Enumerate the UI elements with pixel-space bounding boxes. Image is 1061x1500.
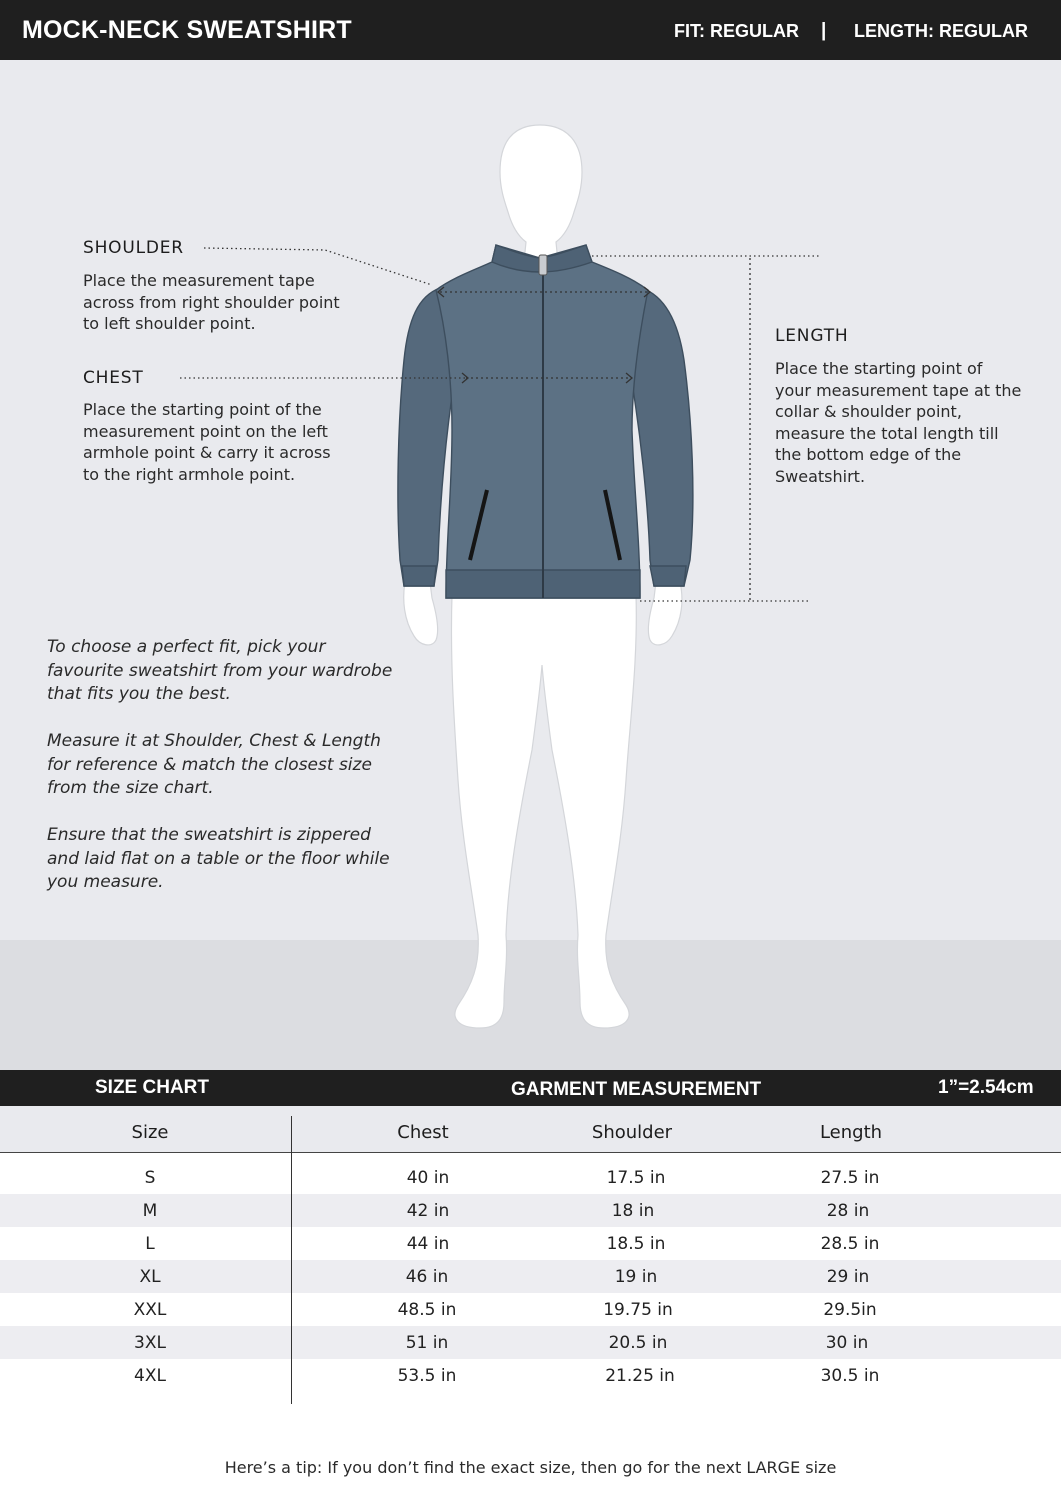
size-cell: 4XL [134, 1366, 166, 1386]
sweatshirt-illustration [398, 245, 693, 598]
shoulder-line: Place the measurement tape [83, 271, 315, 290]
shoulder-cell: 19 in [614, 1267, 658, 1287]
shoulder-line: to left shoulder point. [83, 314, 256, 333]
chest-cell: 44 in [406, 1234, 450, 1254]
intro-line: Ensure that the sweatshirt is zippered [47, 825, 371, 845]
size-cell: L [145, 1234, 155, 1254]
header-separator: | [821, 20, 827, 41]
table-row [0, 1161, 1061, 1194]
column-header-length: Length [819, 1122, 883, 1143]
size-cell: XL [139, 1267, 161, 1287]
size-chart-bar [0, 1070, 1061, 1106]
table-row [0, 1293, 1061, 1326]
length-line: the bottom edge of the [775, 445, 962, 464]
shoulder-cell: 20.5 in [608, 1333, 668, 1353]
chest-line: measurement point on the left [83, 421, 328, 441]
shoulder-cell: 19.75 in [603, 1300, 673, 1320]
length-cell: 27.5 in [820, 1168, 880, 1188]
shoulder-line: across from right shoulder point [83, 292, 340, 312]
table-row [0, 1326, 1061, 1359]
column-header-chest: Chest [397, 1122, 449, 1143]
mannequin-legs [451, 595, 636, 1028]
chest-description [83, 399, 331, 485]
intro-line: To choose a perfect fit, pick your [47, 637, 326, 657]
intro-paragraph-3 [47, 824, 390, 895]
chest-cell: 53.5 in [397, 1366, 457, 1386]
intro-line: for reference & match the closest size [47, 754, 372, 775]
size-cell: 3XL [134, 1333, 166, 1353]
shoulder-description [83, 270, 340, 335]
length-line: Place the starting point of [775, 359, 983, 378]
column-header-shoulder: Shoulder [591, 1122, 673, 1143]
shoulder-cell: 18.5 in [606, 1234, 666, 1254]
chest-cell: 46 in [405, 1267, 449, 1287]
length-cell: 30 in [825, 1333, 869, 1353]
header-divider [0, 1152, 1061, 1153]
garment-measurement-label: GARMENT MEASUREMENT [511, 1079, 762, 1100]
size-cell: M [142, 1201, 158, 1221]
table-row [0, 1227, 1061, 1260]
shoulder-cell: 17.5 in [606, 1168, 666, 1188]
length-heading: LENGTH [775, 326, 849, 346]
intro-line: favourite sweatshirt from your wardrobe [47, 660, 393, 681]
intro-line: from the size chart. [47, 778, 214, 798]
chest-line: to the right armhole point. [83, 464, 296, 484]
chest-line: armhole point & carry it across [83, 443, 331, 462]
length-cell: 30.5 in [820, 1366, 880, 1386]
shoulder-heading: SHOULDER [83, 238, 184, 258]
length-description [775, 358, 1021, 487]
sizing-tip: Here’s a tip: If you don’t find the exact size, then go for the next LARGE size [224, 1458, 837, 1477]
size-column-divider [291, 1116, 292, 1404]
chest-cell: 40 in [406, 1168, 450, 1188]
table-row [0, 1359, 1061, 1392]
length-line: measure the total length till [775, 423, 999, 443]
chest-cell: 51 in [405, 1333, 449, 1353]
zipper-pull [539, 255, 547, 275]
intro-line: Measure it at Shoulder, Chest & Length [47, 731, 381, 751]
chest-line: Place the starting point of the [83, 400, 322, 419]
length-line: your measurement tape at the [775, 380, 1022, 400]
shoulder-cell: 21.25 in [605, 1366, 675, 1386]
intro-line: and laid flat on a table or the floor while [47, 848, 390, 869]
chest-heading: CHEST [83, 368, 144, 388]
length-cell: 29 in [826, 1267, 870, 1287]
chest-cell: 42 in [406, 1201, 450, 1221]
shoulder-cell: 18 in [611, 1201, 655, 1221]
table-row [0, 1194, 1061, 1227]
intro-paragraph-2 [47, 730, 381, 801]
intro-line: that fits you the best. [47, 684, 231, 704]
chest-cell: 48.5 in [397, 1300, 457, 1320]
product-title: MOCK-NECK SWEATSHIRT [22, 16, 352, 44]
table-header [0, 1106, 1061, 1152]
length-line: collar & shoulder point, [775, 402, 962, 421]
size-cell: S [144, 1168, 156, 1188]
size-cell: XXL [133, 1300, 167, 1320]
length-cell: 29.5in [823, 1300, 877, 1320]
intro-paragraph-1 [47, 636, 392, 707]
intro-line: you measure. [47, 872, 164, 892]
unit-conversion-label: 1”=2.54cm [938, 1077, 1034, 1098]
size-table [0, 1106, 1061, 1500]
table-row [0, 1260, 1061, 1293]
length-line: Sweatshirt. [775, 466, 866, 486]
mannequin-head [500, 125, 582, 262]
size-chart-label: SIZE CHART [95, 1077, 209, 1098]
fit-label: FIT: REGULAR [674, 21, 799, 41]
length-cell: 28 in [826, 1201, 870, 1221]
length-label: LENGTH: REGULAR [854, 21, 1028, 41]
column-header-size: Size [131, 1122, 169, 1143]
length-cell: 28.5 in [820, 1234, 880, 1254]
